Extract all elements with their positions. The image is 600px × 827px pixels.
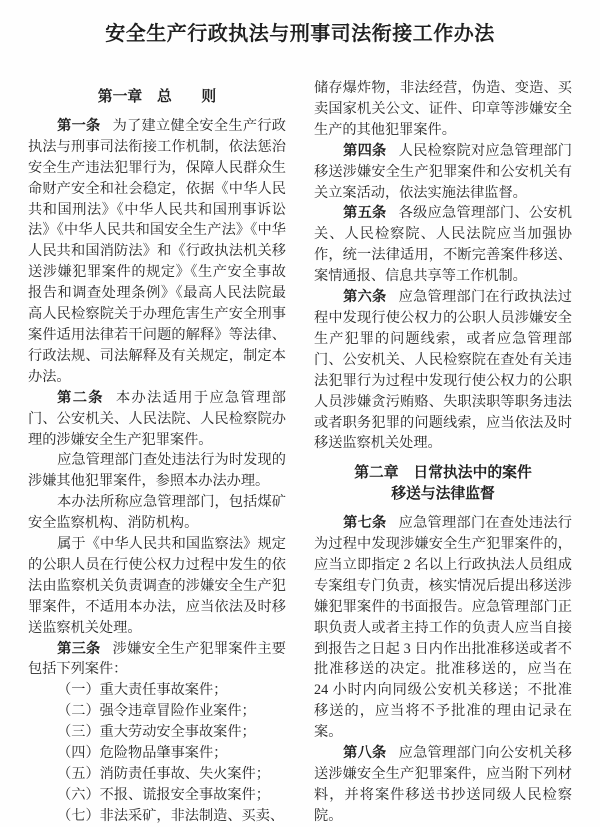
paragraph: 第一条 为了建立健全安全生产行政执法与刑事司法衔接工作机制，依法惩治安全生产违法犯罪行为，保障人民群众生命财产安全和社会稳定，依据《中华人民共和国刑法》《中华人民共和国刑事诉讼法》《中华人民共和国安全生产法》《中华人民共和国消防法》和《行政执法机关移送涉嫌犯罪案件的规定》《生产安全事故报告和调查处理条例》《最高人民法院最高人民检察院关于办理危害生产安全刑事案件适用法律若干问题的解释》等法律、行政法规、司法解释及有关规定，制定本办法。 [28, 117, 286, 385]
list-item: （六）不报、谎报安全事故案件； [57, 786, 270, 803]
paragraph: 本办法所称应急管理部门，包括煤矿安全监察机构、消防机构。 [28, 494, 286, 532]
article-number: 第一条 [57, 117, 101, 134]
two-column-body [28, 78, 572, 827]
list-item: （三）重大劳动安全事故案件； [57, 724, 256, 741]
document-title: 安全生产行政执法与刑事司法衔接工作办法 [105, 23, 495, 45]
paragraph: 应急管理部门查处违法行为时发现的涉嫌其他犯罪案件，参照本办法办理。 [28, 452, 286, 490]
paragraph: 第三条 涉嫌安全生产犯罪案件主要包括下列案件： [28, 640, 286, 678]
list-item: （五）消防责任事故、失火案件； [57, 766, 270, 782]
list-item: （一）重大责任事故案件； [57, 682, 228, 699]
article-number: 第六条 [343, 289, 387, 306]
article-number: 第七条 [343, 515, 387, 532]
chapter-heading-line: 第二章 日常执法中的案件 [354, 465, 532, 482]
list-item: （七）非法采矿，非法制造、买卖、 [57, 807, 285, 824]
article-number: 第二条 [57, 389, 104, 406]
list-item: （四）危险物品肇事案件； [57, 745, 228, 762]
paragraph: 第四条 人民检察院对应急管理部门移送涉嫌安全生产犯罪案件和公安机关有关立案活动，依法实施法律监督。 [314, 142, 572, 201]
paragraph: 第五条 各级应急管理部门、公安机关、人民检察院、人民法院应当加强协作，统一法律适用，不断完善案件移送、案情通报、信息共享等工作机制。 [314, 205, 572, 285]
chapter-heading-line: 移送与法律监督 [391, 486, 495, 503]
article-number: 第八条 [343, 745, 387, 762]
chapter-heading [28, 87, 286, 108]
paragraph: 属于《中华人民共和国监察法》规定的公职人员在行使公权力过程中发生的依法由监察机关负责调查的涉嫌安全生产犯罪案件，不适用本办法，应当依法及时移送监察机关处理。 [28, 536, 286, 636]
paragraph: 第六条 应急管理部门在行政执法过程中发现行使公权力的公职人员涉嫌安全生产犯罪的问题线索，或者应急管理部门、公安机关、人民检察院在查处有关违法犯罪行为过程中发现行使公权力的公职人员涉嫌贪污贿赂、失职渎职等职务违法或者职务犯罪的问题线索，应当依法及时移送监察机关处理。 [314, 289, 572, 452]
article-number: 第四条 [343, 142, 387, 159]
article-number: 第三条 [57, 640, 101, 657]
paragraph: 储存爆炸物，非法经营，伪造、变造、买卖国家机关公文、证件、印章等涉嫌安全生产的其他犯罪案件。 [314, 80, 572, 138]
paragraph: 第八条 应急管理部门向公安机关移送涉嫌安全生产犯罪案件，应当附下列材料，并将案件移送书抄送同级人民检察院。 [314, 745, 572, 824]
column-left [28, 78, 286, 827]
chapter-heading-line: 第一章 总 则 [97, 89, 217, 105]
list-item: （二）强令违章冒险作业案件； [57, 703, 256, 720]
paragraph: 第七条 应急管理部门在查处违法行为过程中发现涉嫌安全生产犯罪案件的，应当立即指定 2 名以上行政执法人员组成专案组专门负责，核实情况后提出移送涉嫌犯罪案件的书面报告。应急管理部门正职负责人或者主持工作的负责人应当自接到报告之日起 3 日内作出批准移送或者不批准移送的决定。批准移送的，应当在 24 小时内向同级公安机关移送；不批准移送的，应当将不予批准的理由记录在案。 [314, 515, 572, 741]
paragraph: 第二条 本办法适用于应急管理部门、公安机关、人民法院、人民检察院办理的涉嫌安全生产犯罪案件。 [28, 389, 286, 448]
chapter-heading [314, 463, 572, 505]
column-right [314, 78, 572, 827]
article-number: 第五条 [343, 205, 387, 222]
